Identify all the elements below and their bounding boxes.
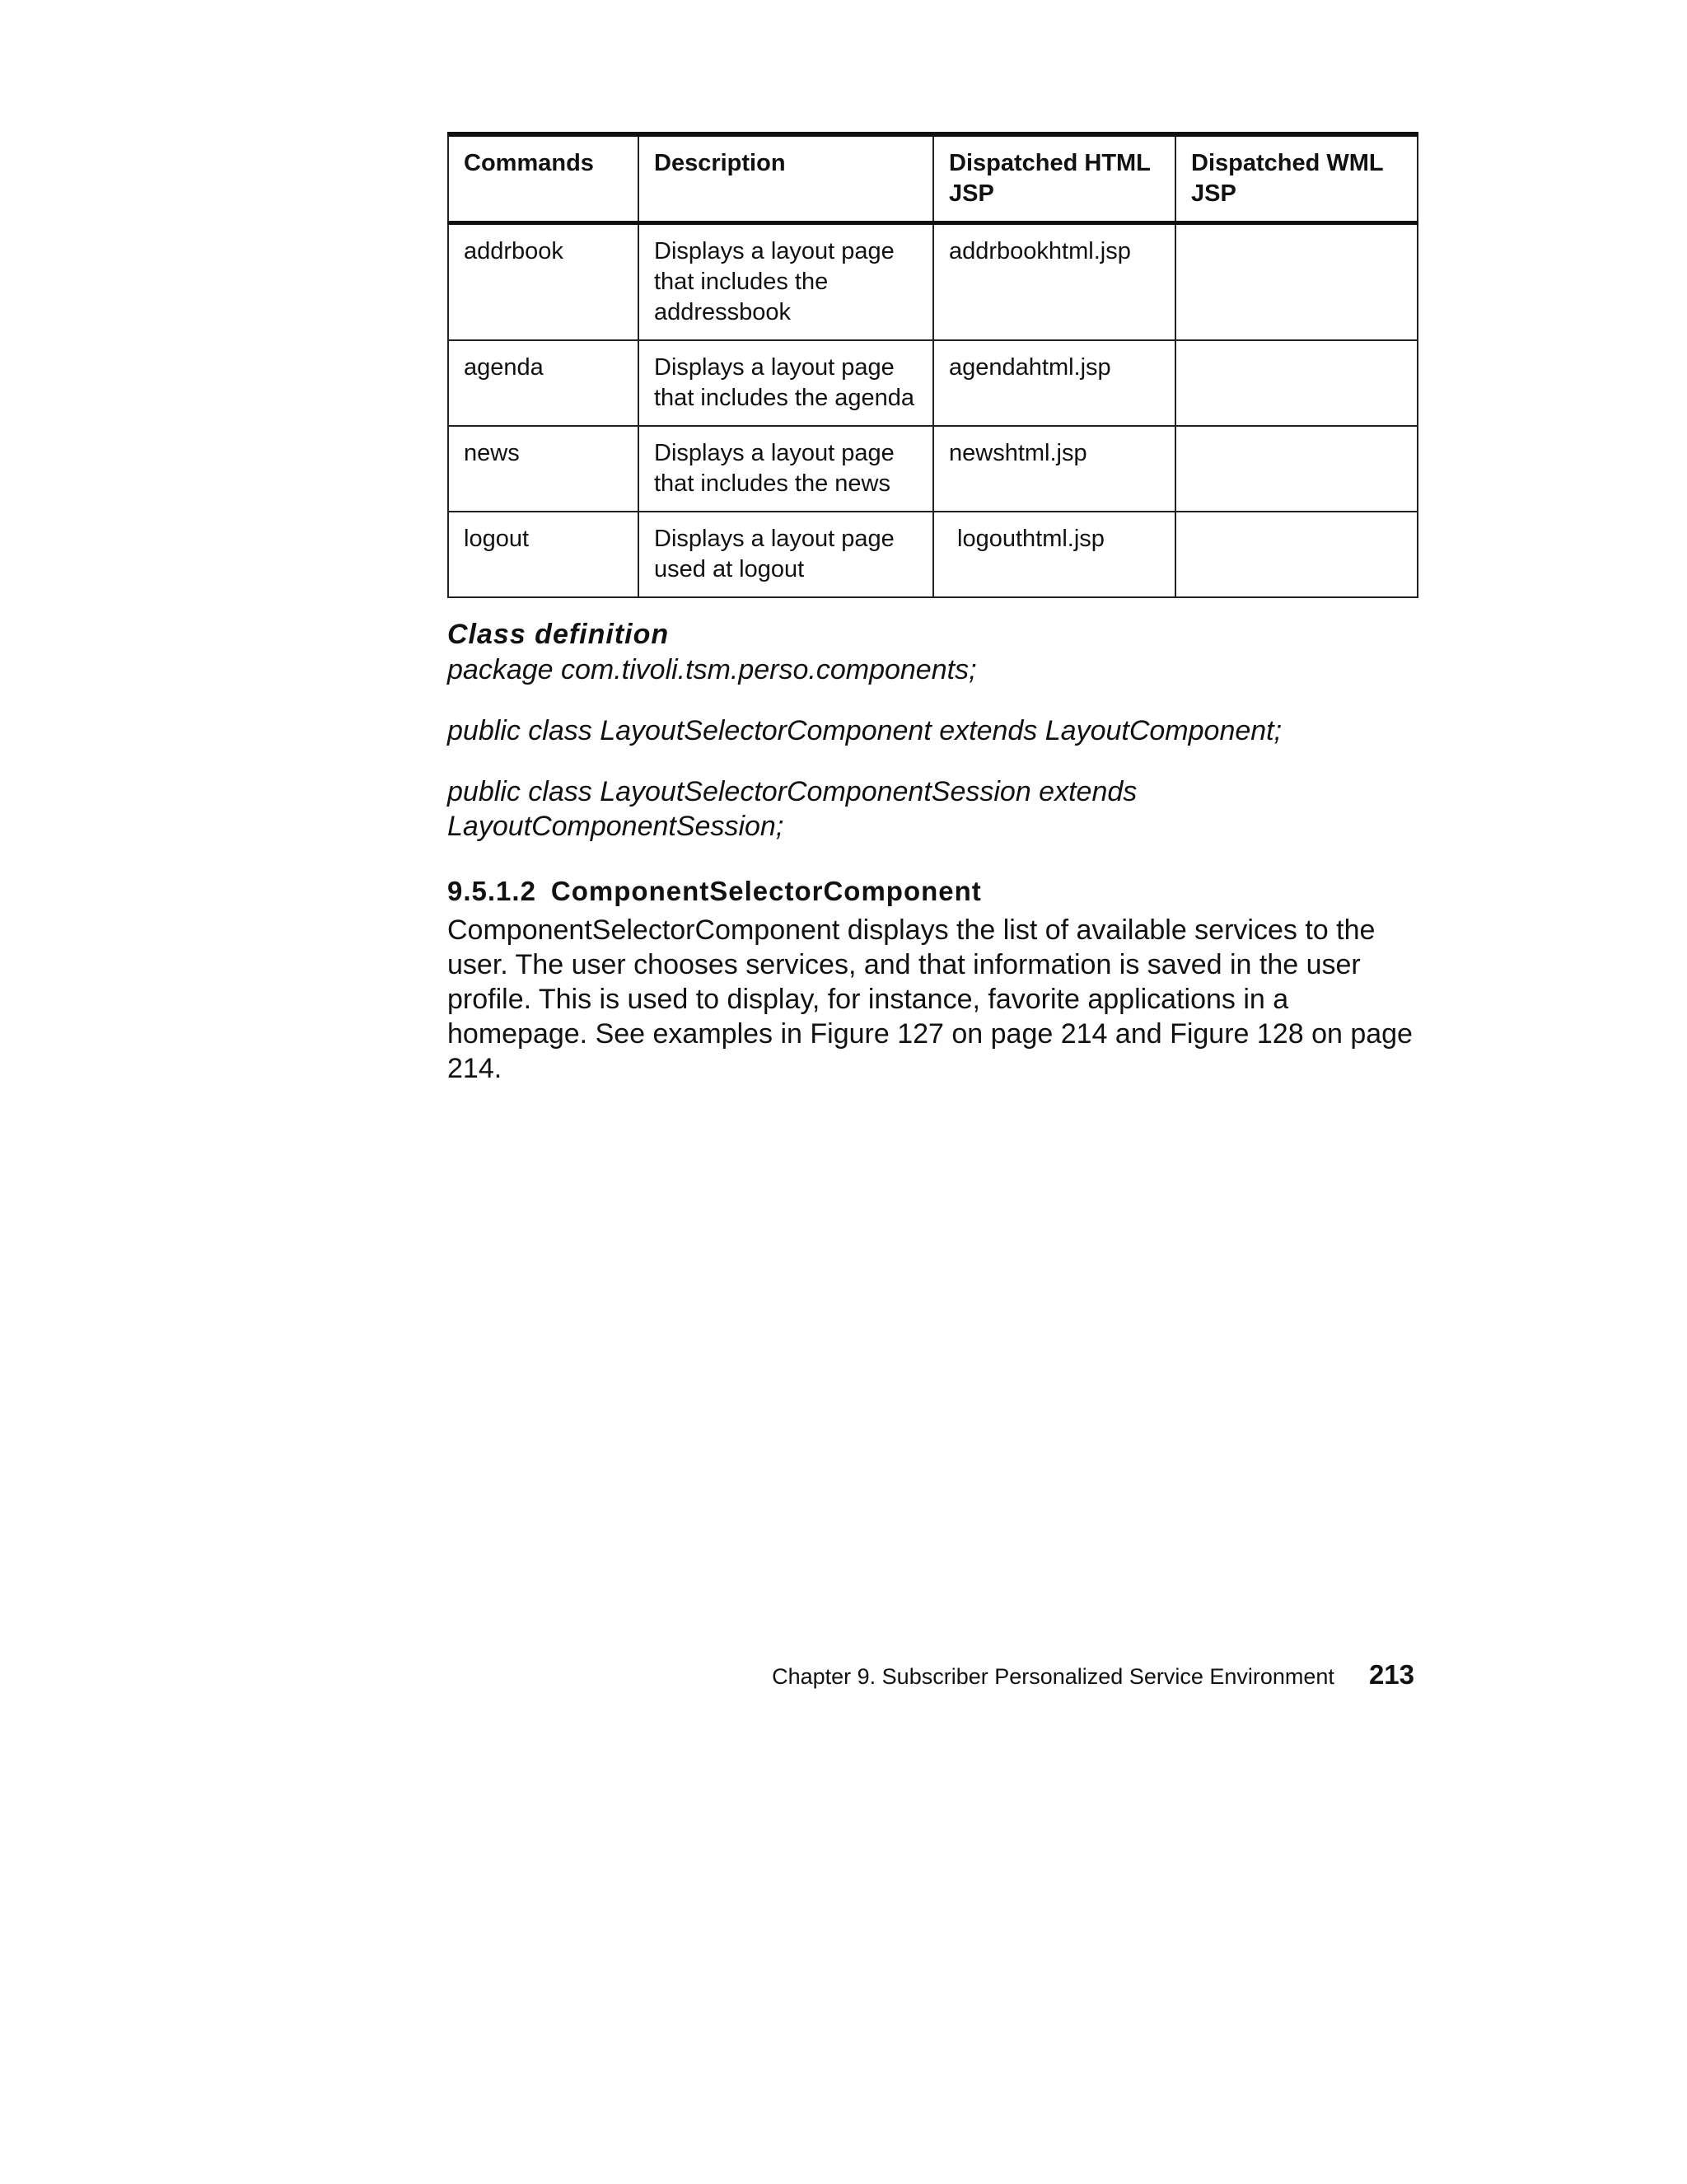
session-class-declaration-line: public class LayoutSelectorComponentSession extends (447, 776, 1138, 807)
section-body-paragraph: ComponentSelectorComponent displays the list of available services to the user. The user chooses services, and that information is saved in the user profile. This is used to display, for instance, favorite applications in a homepage. See examples in Figure 127 on page 214 and Figure 128 on page 214. (447, 914, 1413, 1084)
table-row (448, 512, 1418, 597)
cell-wml-jsp (1175, 340, 1418, 426)
header-dispatched-wml-jsp: Dispatched WML JSP (1175, 134, 1418, 223)
table-row (448, 223, 1418, 341)
section-heading (447, 875, 1417, 908)
cell-wml-jsp (1175, 223, 1418, 341)
table-row (448, 426, 1418, 512)
class-definition-heading: Class definition (447, 619, 670, 650)
section-number: 9.5.1.2 (447, 876, 536, 906)
footer-chapter-title: Chapter 9. Subscriber Personalized Service Environment (772, 1664, 1334, 1689)
commands-table (447, 132, 1418, 598)
cell-wml-jsp (1175, 512, 1418, 597)
cell-wml-jsp (1175, 426, 1418, 512)
cell-html-jsp: addrbookhtml.jsp (933, 223, 1175, 341)
package-line: package com.tivoli.tsm.perso.components; (447, 654, 977, 685)
header-dispatched-html-jsp: Dispatched HTML JSP (933, 134, 1175, 223)
cell-description: Displays a layout page that includes the agenda (638, 340, 933, 426)
cell-description: Displays a layout page used at logout (638, 512, 933, 597)
class-declaration-line: public class LayoutSelectorComponent extends LayoutComponent; (447, 715, 1283, 746)
page-footer (772, 1659, 1414, 1691)
cell-command: agenda (448, 340, 638, 426)
page-content (447, 132, 1417, 1086)
session-class-declaration-continuation: LayoutComponentSession; (447, 811, 784, 842)
header-commands: Commands (448, 134, 638, 223)
table-row (448, 340, 1418, 426)
table-header-row (448, 134, 1418, 223)
cell-description: Displays a layout page that includes the news (638, 426, 933, 512)
cell-command: addrbook (448, 223, 638, 341)
cell-html-jsp: agendahtml.jsp (933, 340, 1175, 426)
cell-html-jsp: newshtml.jsp (933, 426, 1175, 512)
cell-command: news (448, 426, 638, 512)
page-number: 213 (1368, 1659, 1414, 1690)
cell-description: Displays a layout page that includes the addressbook (638, 223, 933, 341)
cell-html-jsp: logouthtml.jsp (933, 512, 1175, 597)
header-description: Description (638, 134, 933, 223)
section-title: ComponentSelectorComponent (550, 876, 982, 906)
cell-command: logout (448, 512, 638, 597)
